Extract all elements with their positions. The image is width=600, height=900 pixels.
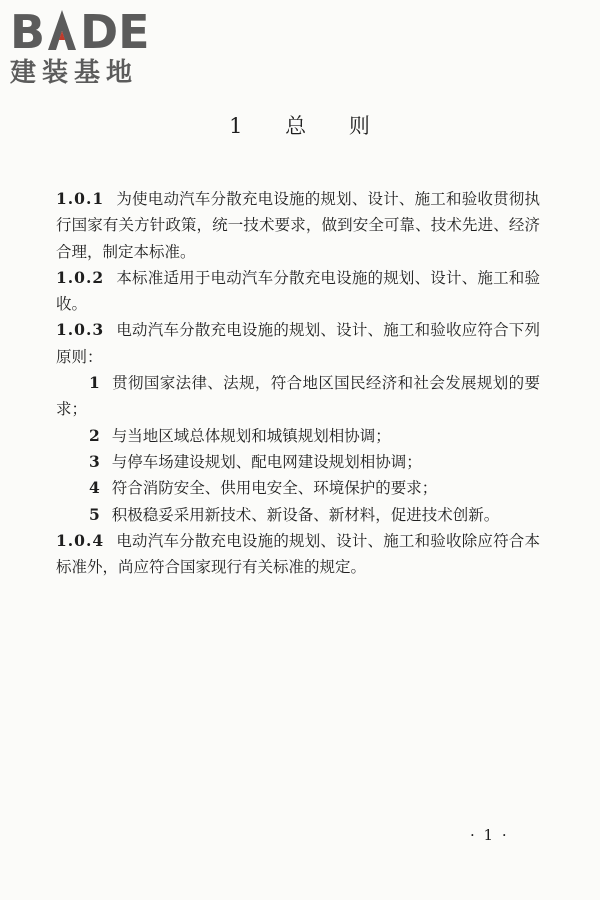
clause-1-0-2 bbox=[56, 265, 540, 318]
list-item bbox=[56, 449, 540, 475]
watermark-subtitle: 建装基地 bbox=[10, 58, 139, 88]
svg-text:DE: DE bbox=[80, 5, 150, 54]
item-number: 3 bbox=[89, 451, 100, 471]
list-item bbox=[56, 502, 540, 528]
chapter-title: 1 总 则 bbox=[229, 114, 371, 138]
item-number: 2 bbox=[89, 425, 100, 445]
svg-text:B: B bbox=[10, 5, 46, 54]
clause-number: 1.0.3 bbox=[56, 320, 105, 340]
list-item bbox=[56, 423, 540, 449]
item-number: 1 bbox=[89, 373, 100, 393]
clause-1-0-3 bbox=[56, 317, 540, 370]
clause-1-0-1 bbox=[56, 186, 540, 265]
clause-number: 1.0.2 bbox=[56, 267, 105, 287]
clause-number: 1.0.1 bbox=[56, 189, 105, 208]
item-text: 符合消防安全、供用电安全、环境保护的要求； bbox=[111, 479, 438, 498]
clause-1-0-4 bbox=[56, 528, 540, 581]
list-item bbox=[56, 475, 540, 501]
item-number: 5 bbox=[89, 504, 100, 524]
bade-logo-icon bbox=[10, 4, 172, 54]
list-item bbox=[56, 370, 540, 423]
clause-number: 1.0.4 bbox=[56, 530, 105, 550]
clause-text: 本标准适用于电动汽车分散充电设施的规划、设计、施工和验收。 bbox=[56, 268, 540, 314]
watermark-logo bbox=[10, 4, 180, 89]
item-text: 与当地区域总体规划和城镇规划相协调； bbox=[111, 426, 391, 445]
clause-text: 电动汽车分散充电设施的规划、设计、施工和验收除应符合本标准外，尚应符合国家现行有关标准的规定。 bbox=[56, 531, 540, 577]
item-text: 积极稳妥采用新技术、新设备、新材料，促进技术创新。 bbox=[111, 505, 500, 524]
item-number: 4 bbox=[89, 478, 100, 498]
item-text: 与停车场建设规划、配电网建设规划相协调； bbox=[111, 452, 422, 471]
clause-text: 电动汽车分散充电设施的规划、设计、施工和验收应符合下列原则： bbox=[56, 321, 540, 366]
clause-text: 为使电动汽车分散充电设施的规划、设计、施工和验收贯彻执行国家有关方针政策，统一技术要求，做到安全可靠、技术先进、经济合理，制定本标准。 bbox=[56, 190, 540, 261]
item-text: 贯彻国家法律、法规，符合地区国民经济和社会发展规划的要求； bbox=[56, 374, 540, 419]
chapter-body bbox=[56, 186, 540, 580]
page-number: · 1 · bbox=[470, 826, 509, 844]
